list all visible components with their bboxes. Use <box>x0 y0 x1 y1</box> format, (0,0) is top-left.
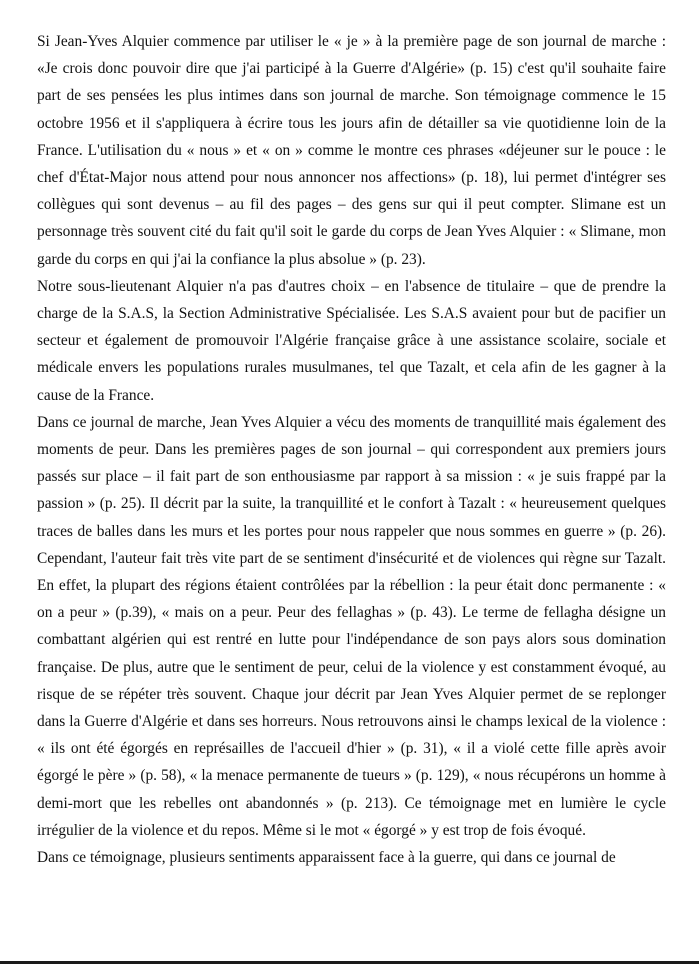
paragraph-tranquillite-et-peur: Dans ce journal de marche, Jean Yves Alquier a vécu des moments de tranquillité mais également des moments de peur. Dans les premières pages de son journal – qui correspondent aux premiers jours passés sur place – il fait part de son enthousiasme par rapport à sa mission : « je suis frappé par la passion » (p. 25). Il décrit par la suite, la tranquillité et le confort à Tazalt : « heureusement quelques traces de balles dans les murs et les portes pour nous rappeler que nous sommes en guerre » (p. 26). Cependant, l'auteur fait très vite part de se sentiment d'insécurité et de violences qui règne sur Tazalt. En effet, la plupart des régions étaient contrôlées par la rébellion : la peur était donc permanente : « on a peur » (p.39), « mais on a peur. Peur des fellaghas » (p. 43). Le terme de fellagha désigne un combattant algérien qui est rentré en lutte pour l'indépendance de son pays alors sous domination française. De plus, autre que le sentiment de peur, celui de la violence y est constamment évoqué, au risque de se répéter très souvent. Chaque jour décrit par Jean Yves Alquier permet de se replonger dans la Guerre d'Algérie et dans ses horreurs. Nous retrouvons ainsi le champs lexical de la violence : « ils ont été égorgés en représailles de l'accueil d'hier » (p. 31), « il a violé cette fille après avoir égorgé le père » (p. 58), « la menace permanente de tueurs » (p. 129), « nous récupérons un homme à demi-mort que les rebelles ont abandonnés » (p. 213). Ce témoignage met en lumière le cycle irrégulier de la violence et du repos. Même si le mot « égorgé » y est trop de fois évoqué. <box>37 413 666 839</box>
paragraph-sas: Notre sous-lieutenant Alquier n'a pas d'autres choix – en l'absence de titulaire – que de prendre la charge de la S.A.S, la Section Administrative Spécialisée. Les S.A.S avaient pour but de pacifier un secteur et également de promouvoir l'Algérie française grâce à une assistance scolaire, sociale et médicale envers les populations rurales musulmanes, tel que Tazalt, et cela afin de les gagner à la cause de la France. <box>37 277 666 404</box>
page-bottom-rule <box>0 961 699 964</box>
paragraph-sentiments: Dans ce témoignage, plusieurs sentiments apparaissent face à la guerre, qui dans ce journal de <box>37 849 616 867</box>
document-body <box>37 28 666 871</box>
paragraph-journal-de-marche: Si Jean-Yves Alquier commence par utiliser le « je » à la première page de son journal de marche : «Je crois donc pouvoir dire que j'ai participé à la Guerre d'Algérie» (p. 15) c'est qu'il souhaite faire part de ses pensées les plus intimes dans son journal de marche. Son témoignage commence le 15 octobre 1956 et il s'appliquera à écrire tous les jours afin de détailler sa vie quotidienne loin de la France. L'utilisation du « nous » et « on » comme le montre ces phrases «déjeuner sur le pouce : le chef d'État-Major nous attend pour nous annoncer nos affections» (p. 18), lui permet d'intégrer ses collègues qui sont devenus – au fil des pages – des gens sur qui il peut compter. Slimane est un personnage très souvent cité du fait qu'il soit le garde du corps de Jean Yves Alquier : « Slimane, mon garde du corps en qui j'ai la confiance la plus absolue » (p. 23). <box>37 33 666 268</box>
